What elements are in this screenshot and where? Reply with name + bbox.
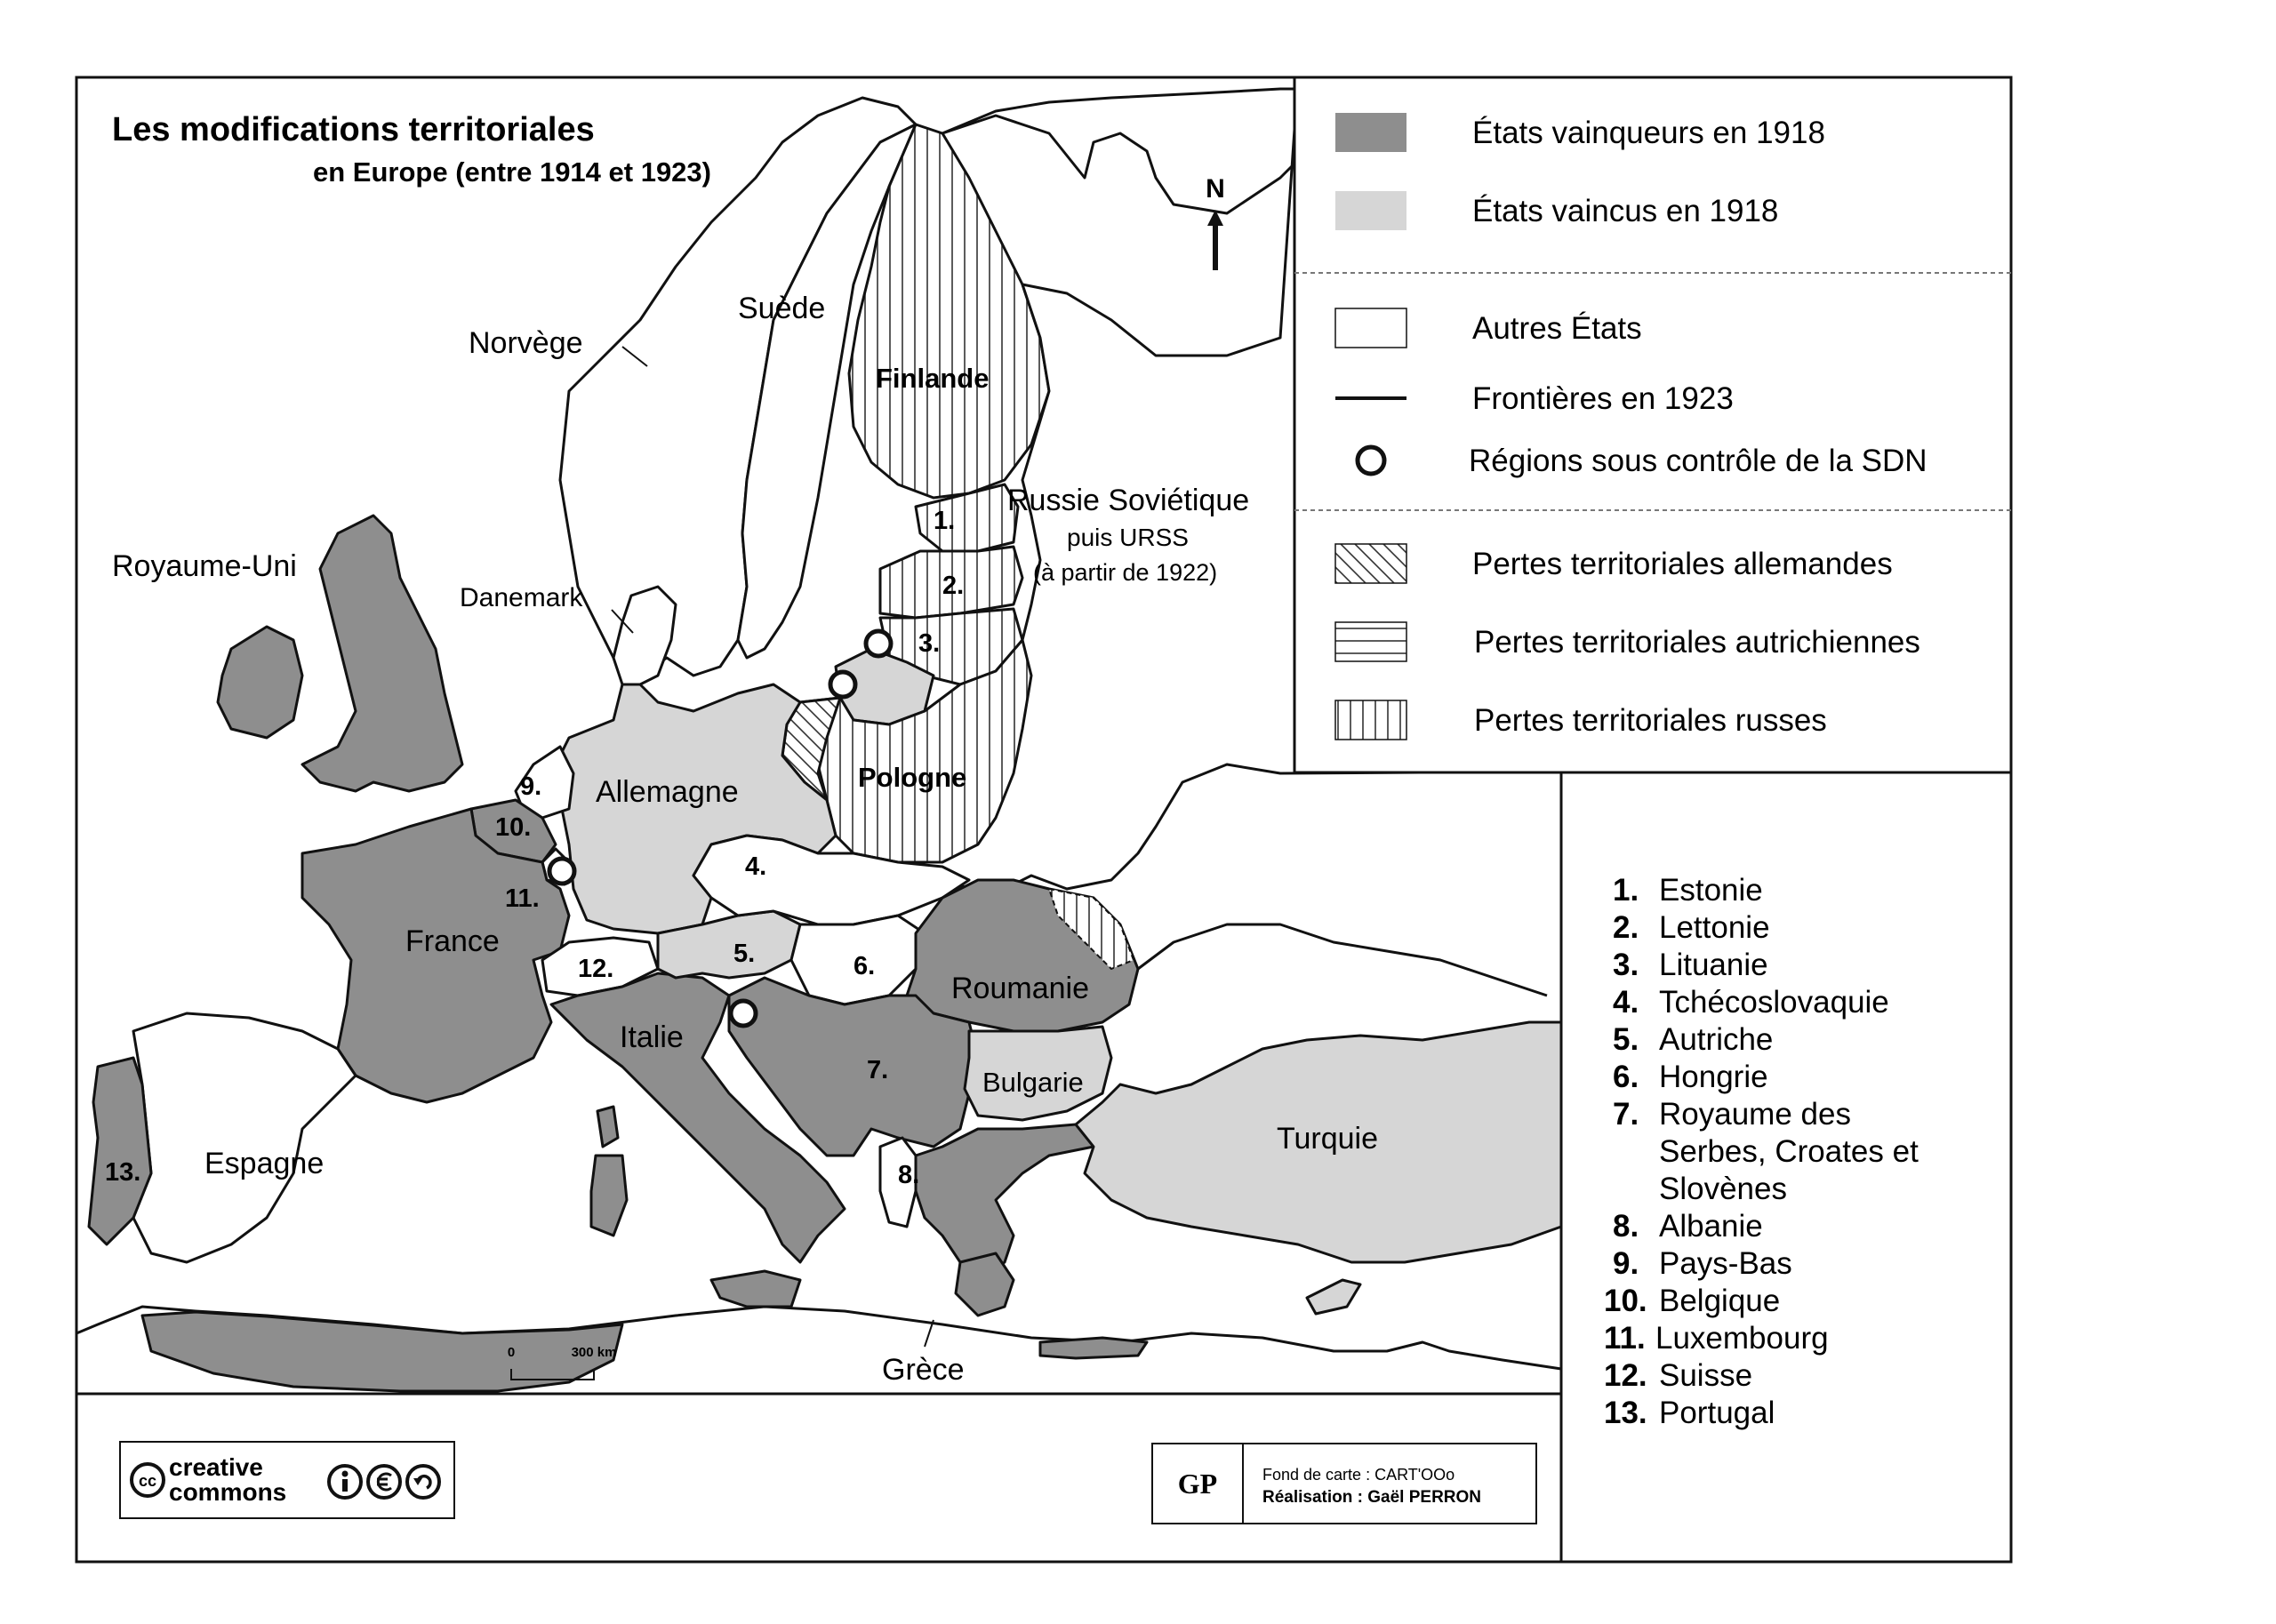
list-name-5: Autriche xyxy=(1659,1022,1774,1057)
legend-label-german-losses: Pertes territoriales allemandes xyxy=(1472,547,1893,581)
sdn-circle-saar xyxy=(549,859,574,884)
list-num-5: 5. xyxy=(1613,1022,1639,1057)
label-france: France xyxy=(405,924,500,958)
scale-zero: 0 xyxy=(507,1345,516,1360)
swatch-other xyxy=(1335,308,1406,348)
legend-label-border: Frontières en 1923 xyxy=(1472,381,1734,416)
cyprus xyxy=(1307,1280,1360,1314)
swatch-hatch-vertical xyxy=(1335,700,1406,740)
list-name-12: Suisse xyxy=(1659,1358,1753,1393)
legend-label-other: Autres États xyxy=(1472,311,1642,346)
creative-commons-badge xyxy=(120,1442,454,1518)
sicily xyxy=(711,1271,800,1307)
label-russie-1: Russie Soviétique xyxy=(1007,484,1250,517)
scale-distance: 300 km xyxy=(571,1345,617,1360)
label-russie-2: puis URSS xyxy=(1067,524,1189,551)
cc-logo-letters: cc xyxy=(138,1472,157,1490)
sdn-circle-danzig xyxy=(830,672,855,697)
swatch-hatch-diagonal xyxy=(1335,544,1406,583)
label-allemagne: Allemagne xyxy=(596,775,739,809)
list-name-9: Pays-Bas xyxy=(1659,1246,1792,1281)
label-n10: 10. xyxy=(495,813,532,842)
label-n3: 3. xyxy=(918,629,941,658)
ireland xyxy=(218,627,302,738)
label-bulgarie: Bulgarie xyxy=(982,1067,1084,1098)
label-grece: Grèce xyxy=(882,1353,965,1387)
label-finlande: Finlande xyxy=(876,363,990,394)
label-n12: 12. xyxy=(578,955,614,983)
cc-text-line-2: commons xyxy=(169,1478,287,1506)
legend xyxy=(1294,77,2011,772)
label-royaume-uni: Royaume-Uni xyxy=(112,549,297,583)
spain xyxy=(133,1013,356,1262)
title-line-1: Les modifications territoriales xyxy=(112,111,595,148)
sdn-circle-memel xyxy=(866,631,891,656)
title-line-2: en Europe (entre 1914 et 1923) xyxy=(313,156,711,188)
label-n5: 5. xyxy=(733,940,756,968)
list-name-7c: Slovènes xyxy=(1659,1172,1787,1206)
swatch-hatch-horizontal xyxy=(1335,622,1406,661)
label-russie-3: (à partir de 1922) xyxy=(1033,559,1218,586)
label-roumanie: Roumanie xyxy=(951,972,1089,1005)
swatch-sdn-circle xyxy=(1358,447,1384,474)
credits-box xyxy=(1152,1444,1536,1524)
north-arrow xyxy=(1206,174,1225,270)
list-num-2: 2. xyxy=(1613,910,1639,945)
list-name-1: Estonie xyxy=(1659,873,1763,908)
crete xyxy=(1040,1338,1147,1358)
label-suede: Suède xyxy=(738,292,826,325)
legend-label-defeated: États vaincus en 1918 xyxy=(1472,194,1779,228)
list-num-12: 12. xyxy=(1604,1358,1647,1393)
cc-text-line-1: creative xyxy=(169,1453,263,1481)
list-num-8: 8. xyxy=(1613,1209,1639,1244)
label-pologne: Pologne xyxy=(858,762,967,793)
list-num-7: 7. xyxy=(1613,1097,1639,1132)
sdn-circle-fiume xyxy=(731,1001,756,1026)
label-n13: 13. xyxy=(105,1158,141,1187)
list-num-11: 11. xyxy=(1604,1321,1646,1356)
list-num-6: 6. xyxy=(1613,1060,1639,1094)
label-n9: 9. xyxy=(520,772,542,801)
credits-line-2: Réalisation : Gaël PERRON xyxy=(1262,1488,1482,1507)
label-n6: 6. xyxy=(854,952,876,980)
credits-line-1: Fond de carte : CART'OOo xyxy=(1262,1466,1455,1484)
label-n7: 7. xyxy=(867,1056,889,1084)
list-name-8: Albanie xyxy=(1659,1209,1763,1244)
label-espagne: Espagne xyxy=(204,1147,325,1180)
sardinia xyxy=(591,1156,627,1236)
list-name-2: Lettonie xyxy=(1659,910,1770,945)
label-n8: 8. xyxy=(898,1161,920,1189)
legend-label-sdn: Régions sous contrôle de la SDN xyxy=(1469,444,1927,478)
label-n1: 1. xyxy=(934,507,956,535)
swatch-victors xyxy=(1335,113,1406,152)
north-label: N xyxy=(1206,174,1225,204)
list-num-9: 9. xyxy=(1613,1246,1639,1281)
map-title xyxy=(112,111,711,188)
list-name-7a: Royaume des xyxy=(1659,1097,1851,1132)
credits-initials: GP xyxy=(1177,1468,1218,1500)
great-britain xyxy=(302,516,462,791)
list-num-13: 13. xyxy=(1604,1396,1647,1430)
label-n11: 11. xyxy=(505,884,540,913)
swatch-defeated xyxy=(1335,191,1406,230)
numbered-country-list xyxy=(1604,873,1919,1430)
list-name-4: Tchécoslovaquie xyxy=(1659,985,1889,1020)
list-name-11: Luxembourg xyxy=(1655,1321,1829,1356)
label-danemark: Danemark xyxy=(460,583,583,612)
greece xyxy=(916,1124,1094,1280)
label-n4: 4. xyxy=(745,852,767,881)
black-sea-coast xyxy=(1138,924,1547,996)
list-name-6: Hongrie xyxy=(1659,1060,1768,1094)
list-num-10: 10. xyxy=(1604,1284,1647,1318)
label-italie: Italie xyxy=(620,1020,684,1054)
list-name-13: Portugal xyxy=(1659,1396,1775,1430)
label-norvege: Norvège xyxy=(469,326,583,360)
list-name-10: Belgique xyxy=(1659,1284,1781,1318)
label-n2: 2. xyxy=(942,572,965,600)
list-name-3: Lituanie xyxy=(1659,948,1768,982)
list-name-7b: Serbes, Croates et xyxy=(1659,1134,1919,1169)
list-num-4: 4. xyxy=(1613,985,1639,1020)
list-num-3: 3. xyxy=(1613,948,1639,982)
cc-nc-icon xyxy=(368,1466,400,1498)
list-num-1: 1. xyxy=(1613,873,1639,908)
cc-sa-icon xyxy=(407,1466,439,1498)
legend-label-austrian-losses: Pertes territoriales autrichiennes xyxy=(1474,625,1920,660)
legend-label-victors: États vainqueurs en 1918 xyxy=(1472,116,1825,150)
corsica xyxy=(597,1107,618,1147)
label-turquie: Turquie xyxy=(1277,1122,1379,1156)
legend-label-russian-losses: Pertes territoriales russes xyxy=(1474,703,1827,738)
